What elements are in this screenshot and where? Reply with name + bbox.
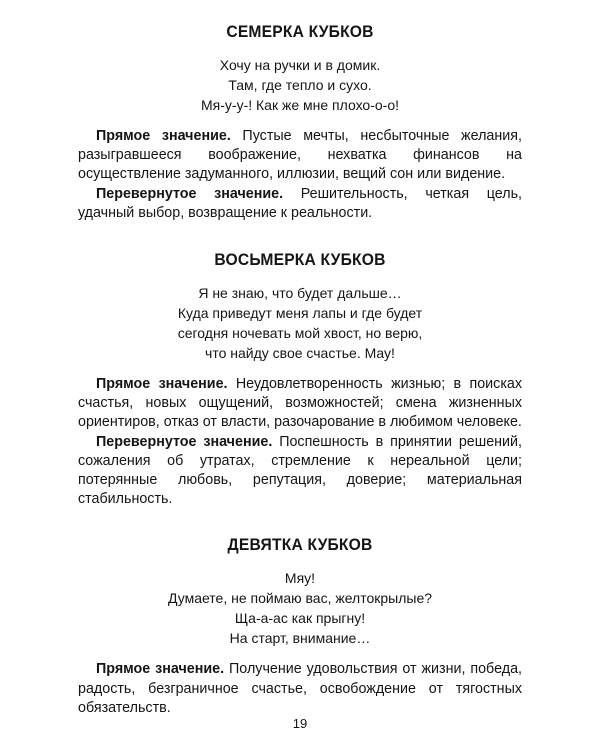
- upright-label: Прямое значение.: [96, 128, 231, 144]
- reversed-text: Решительность, четкая цель, удачный выбор, возвращение к реальности.: [78, 185, 522, 221]
- page-number: 19: [292, 716, 308, 731]
- verse-line: На старт, внимание…: [229, 630, 371, 647]
- verse-line: Думаете, не поймаю вас, желтокрылые?: [167, 590, 433, 607]
- reversed-label: Перевернутое значение.: [96, 185, 284, 202]
- reversed-meaning: [78, 433, 522, 510]
- card-verse: [78, 283, 522, 363]
- card-section-eight-of-cups: [78, 250, 522, 509]
- upright-label: Прямое значение.: [96, 376, 228, 393]
- card-section-seven-of-cups: [78, 22, 522, 223]
- verse-line: Ща-а-ас как прыгну!: [234, 610, 366, 627]
- card-title: ВОСЬМЕРКА КУБКОВ: [214, 250, 386, 270]
- upright-meaning: [78, 127, 522, 185]
- verse-line: Хочу на ручки и в домик.: [219, 57, 381, 73]
- verse-line: Я не знаю, что будет дальше…: [198, 285, 402, 302]
- verse-line: сегодня ночевать мой хвост, но верю,: [177, 325, 423, 342]
- upright-label: Прямое значение.: [96, 661, 225, 678]
- upright-meaning: [78, 660, 522, 718]
- verse-line: что найду свое счастье. Мау!: [205, 345, 395, 362]
- card-section-nine-of-cups: [78, 535, 522, 718]
- reversed-meaning: [78, 185, 522, 223]
- upright-text: Получение удовольствия от жизни, победа, радость, безграничное счастье, освобождение от тягостных обязательств.: [78, 661, 522, 716]
- card-verse: [78, 55, 522, 115]
- verse-line: Мяу!: [284, 570, 316, 587]
- section-spacer: [78, 509, 522, 535]
- card-verse: [78, 568, 522, 648]
- page-content: [78, 22, 522, 718]
- reversed-text: Поспешность в принятии решений, сожаления об утратах, стремление к нереальной цели; потерянные любовь, репутация, доверие; материальная стабильность.: [78, 433, 522, 508]
- card-title: СЕМЕРКА КУБКОВ: [226, 22, 374, 41]
- section-spacer: [78, 223, 522, 250]
- upright-text: Неудовлетворенность жизнью; в поисках счастья, новых ощущений, возможностей; смена жизненных ориентиров, отказ от власти, разочарование в любимом человеке.: [78, 376, 522, 431]
- upright-meaning: [78, 375, 522, 433]
- verse-line: Куда приведут меня лапы и где будет: [177, 305, 423, 322]
- verse-line: Там, где тепло и сухо.: [228, 77, 372, 93]
- verse-line: Мя-у-у-! Как же мне плохо-о-о!: [201, 97, 399, 113]
- reversed-label: Перевернутое значение.: [96, 433, 273, 450]
- card-title: ДЕВЯТКА КУБКОВ: [227, 535, 373, 555]
- upright-text: Пустые мечты, несбыточные желания, разыгравшееся воображение, нехватка финансов на осуществление задуманного, иллюзии, вещий сон или видение.: [78, 128, 522, 183]
